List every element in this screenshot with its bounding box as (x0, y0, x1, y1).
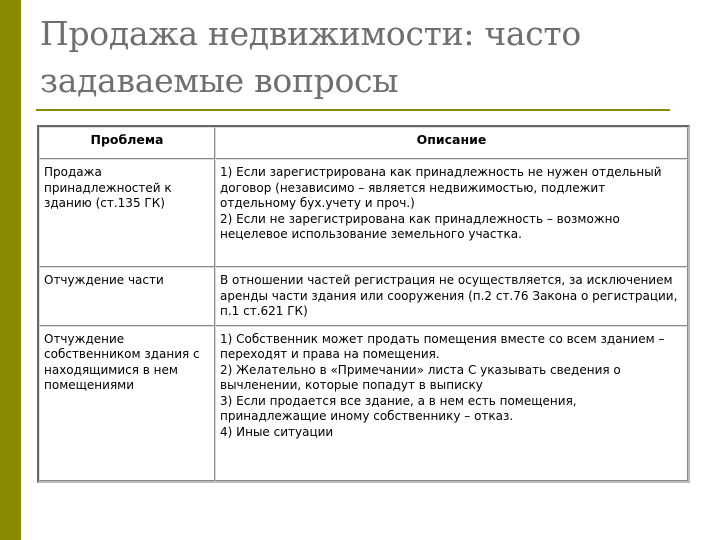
table-row (39, 267, 688, 326)
description-line: В отношении частей регистрация не осуществляется, за исключением аренды части здания или сооружения (п.2 ст.76 Закона о регистрации, п.1 ст.621 ГК) (220, 273, 678, 318)
description-line: 4) Иные ситуации (220, 424, 334, 439)
faq-table (39, 127, 688, 481)
table-row (39, 159, 688, 267)
description-cell (215, 267, 688, 326)
faq-table-frame (37, 125, 690, 483)
description-line: 1) Если зарегистрирована как принадлежность не нужен отдельный договор (независимо – является недвижимостью, подлежит отдельному бух.учету и проч.) (220, 165, 662, 210)
description-line: 2) Если не зарегистрирована как принадлежность – возможно нецелевое использование земельного участка. (220, 211, 620, 241)
title-underline (36, 109, 670, 111)
problem-cell: Отчуждение части (39, 267, 215, 326)
description-cell (215, 159, 688, 267)
problem-cell: Продажа принадлежностей к зданию (ст.135 ГК) (39, 159, 215, 267)
description-line: 2) Желательно в «Примечании» листа С указывать сведения о вычленении, которые попадут в выписку (220, 362, 621, 392)
description-line: 1) Собственник может продать помещения вместе со всем зданием – переходят и права на помещения. (220, 331, 665, 361)
description-line: 3) Если продается все здание, а в нем есть помещения, принадлежащие иному собственнику – отказ. (220, 393, 577, 423)
table-header-row (39, 127, 688, 159)
page-title: Продажа недвижимости: часто задаваемые вопросы (40, 14, 581, 100)
left-accent-bar (0, 0, 21, 540)
table-row (39, 326, 688, 481)
header-description: Описание (215, 127, 688, 159)
header-problem: Проблема (39, 127, 215, 159)
description-cell (215, 326, 688, 481)
problem-cell: Отчуждение собственником здания с находящимися в нем помещениями (39, 326, 215, 481)
